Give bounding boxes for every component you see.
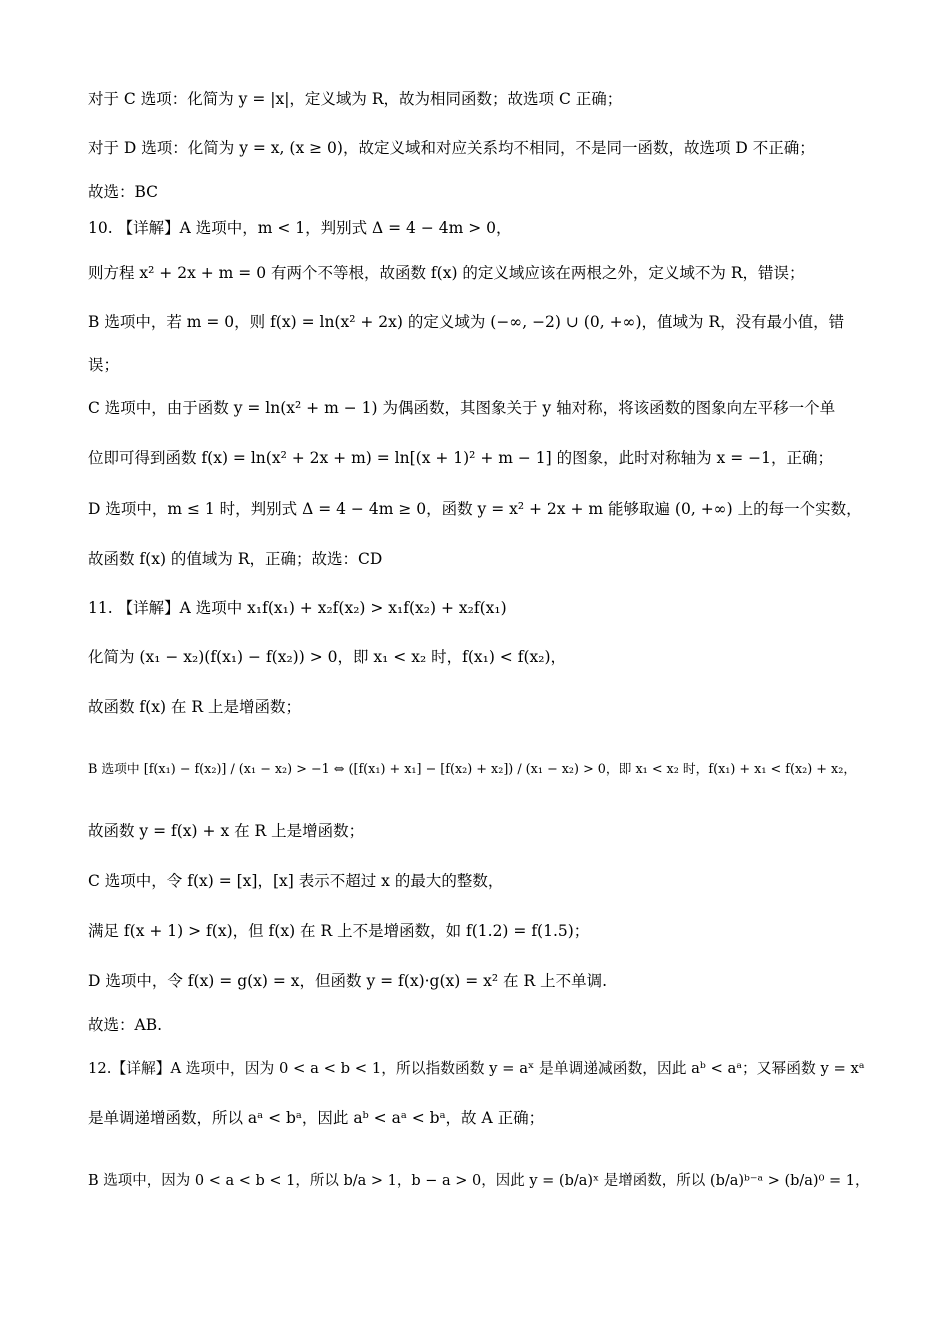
text-line-3: 故选：BC (88, 183, 159, 201)
text-line-11: 故函数 f(x) 的值域为 R，正确；故选：CD (88, 550, 383, 568)
text-line-9: 位即可得到函数 f(x) = ln(x² + 2x + m) = ln[(x + 1)² + m − 1] 的图象，此时对称轴为 x = −1，正确； (88, 449, 833, 467)
text-line-12: 11. 【详解】A 选项中 x₁f(x₁) + x₂f(x₂) > x₁f(x₂) + x₂f(x₁) (88, 599, 507, 617)
text-line-19: D 选项中，令 f(x) = g(x) = x，但函数 y = f(x)·g(x) = x² 在 R 上不单调. (88, 972, 607, 990)
text-line-10: D 选项中，m ≤ 1 时，判别式 Δ = 4 − 4m ≥ 0，函数 y = x² + 2x + m 能够取遍 (0, +∞) 上的每一个实数， (88, 500, 862, 518)
text-line-21: 12.【详解】A 选项中，因为 0 < a < b < 1，所以指数函数 y = aˣ 是单调递减函数，因此 aᵇ < aᵃ；又幂函数 y = xᵃ (88, 1060, 865, 1077)
text-line-20: 故选：AB. (88, 1016, 163, 1034)
text-line-8: C 选项中，由于函数 y = ln(x² + m − 1) 为偶函数，其图象关于 y 轴对称，将该函数的图象向左平移一个单 (88, 399, 836, 417)
text-line-13: 化简为 (x₁ − x₂)(f(x₁) − f(x₂)) > 0，即 x₁ < x₂ 时，f(x₁) < f(x₂)， (88, 648, 567, 666)
text-line-18: 满足 f(x + 1) > f(x)，但 f(x) 在 R 上不是增函数，如 f(1.2) = f(1.5)； (88, 922, 590, 940)
text-line-16: 故函数 y = f(x) + x 在 R 上是增函数； (88, 822, 365, 840)
text-line-1: 对于 C 选项：化简为 y = |x|，定义域为 R，故为相同函数；故选项 C 正确； (88, 90, 623, 108)
text-line-17: C 选项中，令 f(x) = [x]，[x] 表示不超过 x 的最大的整数， (88, 872, 504, 890)
text-line-15: B 选项中 [f(x₁) − f(x₂)] / (x₁ − x₂) > −1 ⇔ ([f(x₁) + x₁] − [f(x₂) + x₂]) / (x₁ − x₂) > 0，即 x₁ < x₂ 时，f(x₁) + x₁ < f(x₂) + x₂， (88, 762, 857, 777)
text-line-23: B 选项中，因为 0 < a < b < 1，所以 b/a > 1，b − a > 0，因此 y = (b/a)ˣ 是增函数，所以 (b/a)ᵇ⁻ᵃ > (b/a)⁰ = 1， (88, 1173, 870, 1189)
text-line-14: 故函数 f(x) 在 R 上是增函数； (88, 698, 301, 716)
text-line-7: 误； (88, 356, 120, 374)
text-line-4: 10. 【详解】A 选项中，m < 1，判别式 Δ = 4 − 4m > 0， (88, 219, 512, 237)
text-line-2: 对于 D 选项：化简为 y = x, (x ≥ 0)，故定义域和对应关系均不相同，不是同一函数，故选项 D 不正确； (88, 139, 815, 157)
text-line-6: B 选项中，若 m = 0，则 f(x) = ln(x² + 2x) 的定义域为 (−∞, −2) ∪ (0, +∞)，值域为 R，没有最小值，错 (88, 313, 845, 331)
text-line-5: 则方程 x² + 2x + m = 0 有两个不等根，故函数 f(x) 的定义域应该在两根之外，定义域不为 R，错误； (88, 264, 805, 282)
text-line-22: 是单调递增函数，所以 aᵃ < bᵃ，因此 aᵇ < aᵃ < bᵃ，故 A 正确； (88, 1109, 545, 1127)
